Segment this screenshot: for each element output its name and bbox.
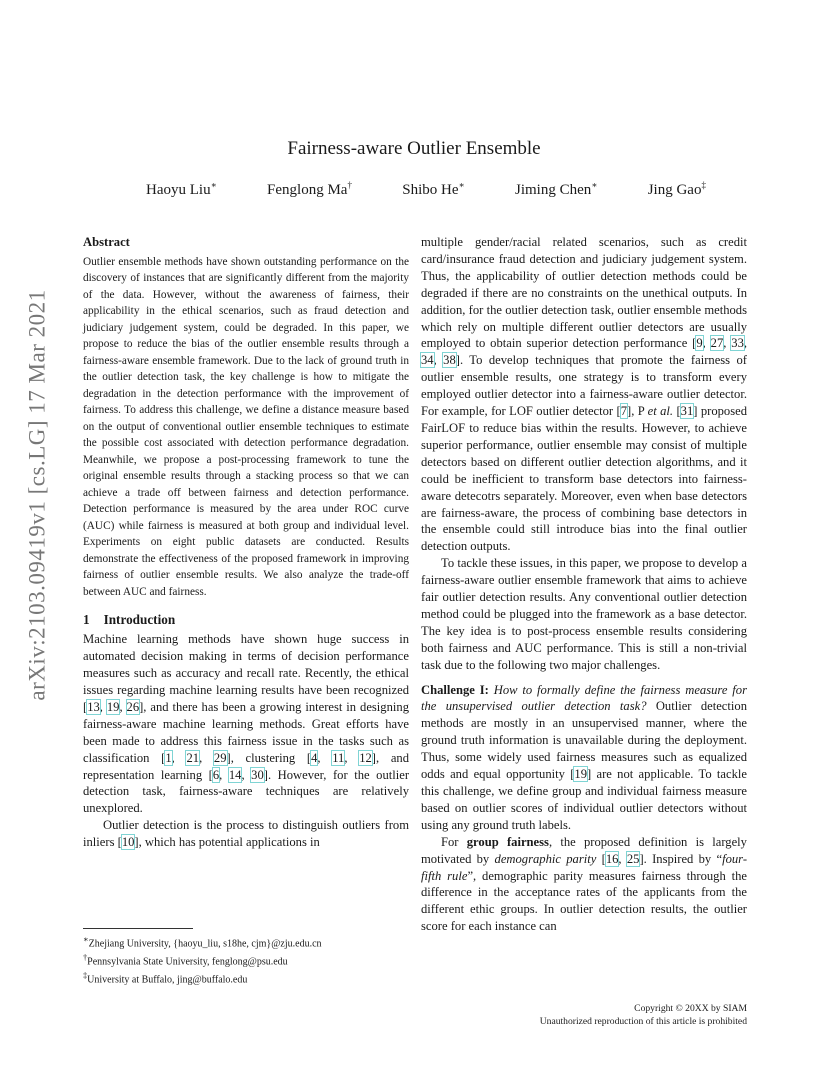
intro-paragraph-1: Machine learning methods have shown huge success in automated decision making in terms of decision performance measures such as accuracy and recall rate. Recently, the ethical issues regarding machine learning results have been recognized [13, 19, 26], and there has been a growing interest in designing fairness-aware machine learning methods. Great efforts have been made to address this fairness issue in the tasks such as classification [1, 21, 29], clustering [4, 11, 12], and representation learning [6, 14, 30]. However, for the outlier detection task, fairness-aware techniques are relatively unexplored. <box>83 632 410 816</box>
author-list <box>146 180 706 199</box>
author: Haoyu Liu∗ <box>146 180 217 198</box>
challenge-one-paragraph: Challenge I: How to formally define the fairness measure for the unsupervised outlier detection task? Outlier detection methods are mostly in an unsupervised manner, where the ground truth information is unavailable during the deployment. Thus, some widely used fairness measures such as equalized odds and equal opportunity [19] are not applicable. To tackle this challenge, we define group and individual fairness measure based on outlier scores of individual outlier detectors without using any ground truth labels. <box>421 682 747 832</box>
arxiv-identifier-text: arXiv:2103.09419v1 [cs.LG] 17 Mar 2021 <box>25 289 50 701</box>
citation-link[interactable]: 33 <box>731 336 744 351</box>
citation-link[interactable]: 14 <box>228 767 242 782</box>
citation-link[interactable]: 19 <box>106 699 120 714</box>
citation-link[interactable]: 1 <box>165 750 172 765</box>
author: Jing Gao‡ <box>647 180 706 198</box>
author: Jiming Chen∗ <box>514 180 598 198</box>
right-column <box>421 234 747 935</box>
footnotes <box>83 928 409 987</box>
citation-link[interactable]: 27 <box>710 336 724 351</box>
citation-link[interactable]: 25 <box>626 851 640 866</box>
footnote: ‡University at Buffalo, jing@buffalo.edu <box>83 970 248 986</box>
citation-link[interactable]: 7 <box>620 404 627 419</box>
citation-link[interactable]: 19 <box>574 767 587 782</box>
abstract-heading: Abstract <box>83 235 130 249</box>
citation-link[interactable]: 26 <box>126 699 140 714</box>
arxiv-identifier <box>16 285 60 705</box>
reproduction-notice: Unauthorized reproduction of this article is prohibited <box>539 1015 747 1027</box>
citation-link[interactable]: 34 <box>421 353 434 368</box>
intro-paragraph-3: To tackle these issues, in this paper, we propose to develop a fairness-aware outlier ensemble framework that aims to achieve fair outlier detection results. Any conventional outlier detection method could be plugged into the framework as a base detector. The key idea is to post-process ensemble results considering both fairness and AUC performance. This is still a non-trivial task due to the following two major challenges. <box>421 556 747 672</box>
citation-link[interactable]: 30 <box>251 767 264 782</box>
copyright-notice <box>540 1003 747 1028</box>
author: Shibo He∗ <box>402 180 465 198</box>
citation-link[interactable]: 4 <box>311 750 318 765</box>
author: Fenglong Ma† <box>267 180 352 198</box>
abstract-text: Outlier ensemble methods have shown outstanding performance on the discovery of instances that are significantly different from the majority of the data. However, without the awareness of fairness, their applicability in the ethical scenarios, such as fraud detection and judiciary judgement system, could be degraded. In this paper, we propose to reduce the bias of the outlier ensemble results through a fairness-aware ensemble framework. Due to the lack of ground truth in the outlier detection task, the key challenge is how to mitigate the degradation in the detection performance with the improvement of fairness. To address this challenge, we define a distance measure based on the output of conventional outlier ensemble techniques to estimate the possible cost associated with detection performance degradation. Meanwhile, we propose a post-processing framework to tune the original ensemble results through a stacking process so that we can achieve a trade off between fairness and detection performance. Detection performance is measured by the area under ROC curve (AUC) while fairness is measured at both group and individual level. Experiments on eight public datasets are conducted. Results demonstrate the effectiveness of the proposed framework in improving fairness of outlier ensemble results. We also analyze the trade-off between AUC and fairness. <box>83 255 409 598</box>
citation-link[interactable]: 6 <box>212 767 220 782</box>
footnote: †Pennsylvania State University, fenglong@psu.edu <box>83 952 288 968</box>
citation-link[interactable]: 16 <box>605 851 619 866</box>
citation-link[interactable]: 11 <box>332 750 345 765</box>
citation-link[interactable]: 29 <box>213 750 227 765</box>
citation-link[interactable]: 9 <box>696 336 703 351</box>
citation-link[interactable]: 12 <box>359 750 372 765</box>
citation-link[interactable]: 38 <box>443 353 456 368</box>
left-column <box>83 234 409 851</box>
intro-paragraph-continued: multiple gender/racial related scenarios, such as credit card/insurance fraud detection and judiciary judgement system. Thus, the applicability of outlier detection methods could be degraded if there are no constraints on the unethical outputs. In addition, for the outlier detection task, outlier ensemble methods which rely on multiple different outlier detectors are usually employed to obtain superior detection performance [9, 27, 33, 34, 38]. To develop techniques that promote the fairness of outlier ensemble results, one strategy is to transform every employed outlier detector into a fairness-aware outlier detector. For example, for LOF outlier detector [7], P et al. [31] proposed FairLOF to reduce bias within the results. However, to achieve superior performance, outlier ensemble may consist of multiple detectors based on different outlier detection algorithms, and it could be inefficient to transform base detectors into fairness-aware detecotrs separately. Moreover, even when base detectors are fairness-aware, the process of combining base detectors in the ensemble could still introduce bias into the final outlier detection outputs. <box>421 235 748 554</box>
citation-link[interactable]: 10 <box>121 835 135 850</box>
footnote-rule <box>83 928 193 929</box>
citation-link[interactable]: 13 <box>87 699 100 714</box>
citation-link[interactable]: 31 <box>680 404 694 419</box>
group-fairness-paragraph: For group fairness, the proposed definition is largely motivated by demographic parity [16, 25]. Inspired by “four-fifth rule”, demographic parity measures fairness through the difference in the acceptance rates of the applicants from the different ethic groups. In outlier detection results, the outlier score for each instance can <box>421 834 748 934</box>
intro-paragraph-2: Outlier detection is the process to distinguish outliers from inliers [10], which has potential applications in <box>83 818 409 850</box>
citation-link[interactable]: 21 <box>186 750 200 765</box>
copyright-line: Copyright © 20XX by SIAM <box>634 1003 747 1014</box>
footnote: ∗Zhejiang University, {haoyu_liu, s18he, cjm}@zju.edu.cn <box>83 935 322 950</box>
section-heading-introduction: 1 Introduction <box>83 612 176 628</box>
paper-title: Fairness-aware Outlier Ensemble <box>287 138 541 159</box>
challenge-one-label: Challenge I: <box>421 682 489 697</box>
